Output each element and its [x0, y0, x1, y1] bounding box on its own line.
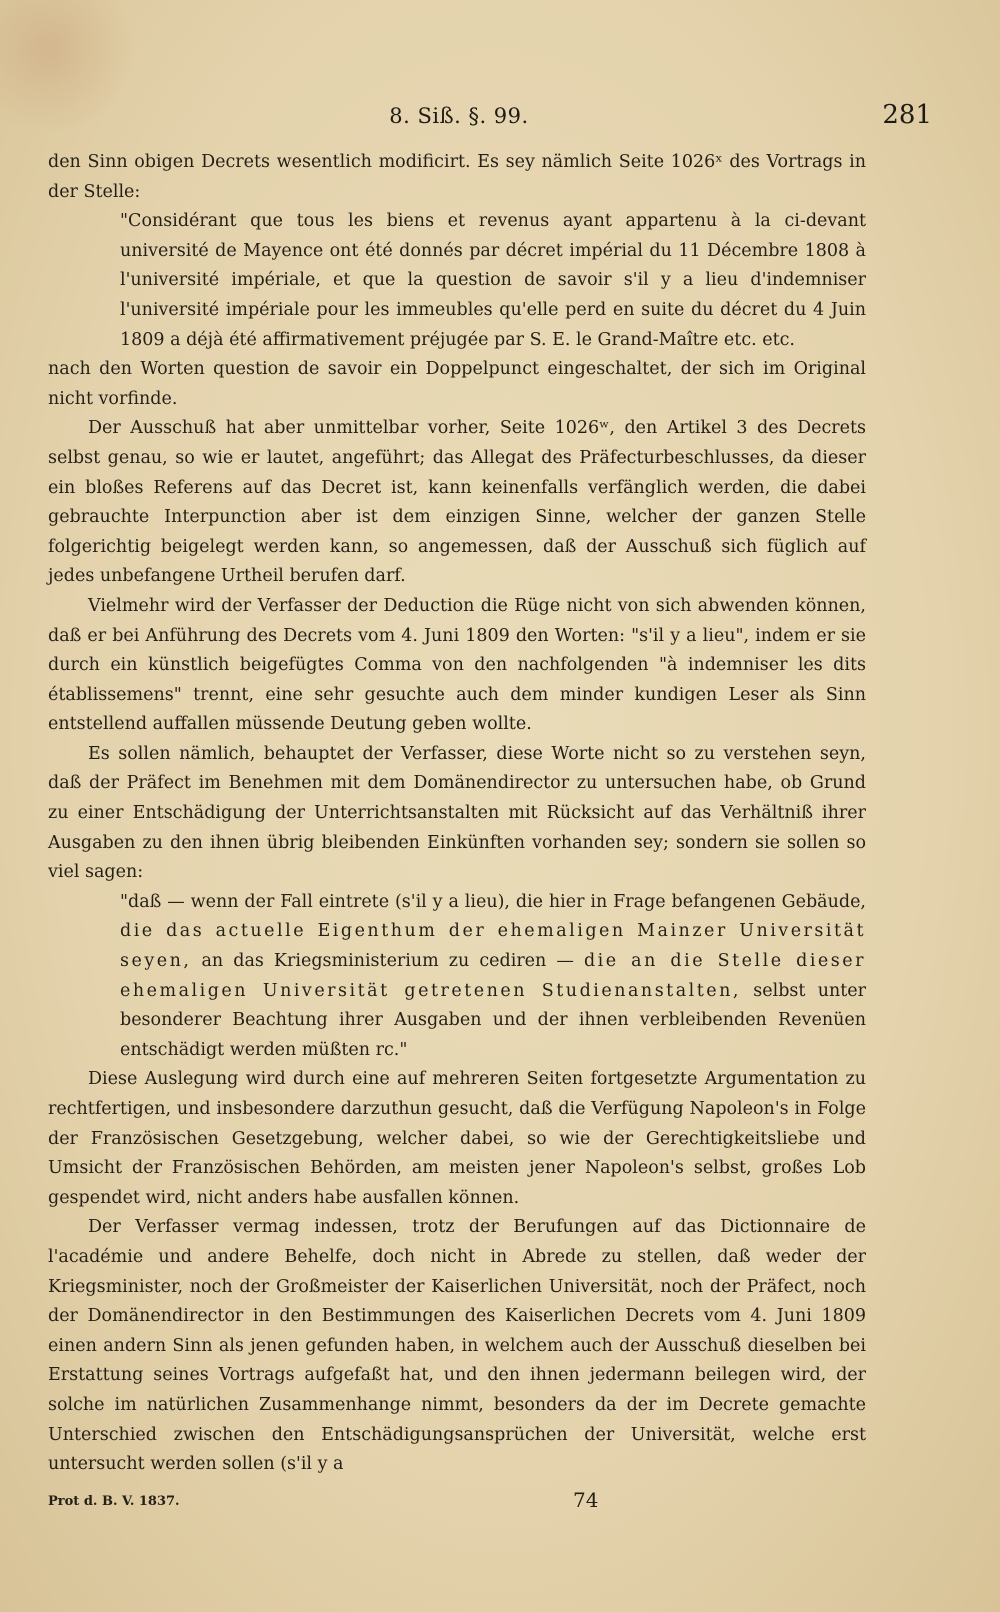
footer-citation: Prot d. B. V. 1837. — [48, 1494, 180, 1509]
quote-part-3: selbst unter besonderer Beachtung ihrer Ausgaben und der ihnen verbleibenden Revenüen entschädigt werden müßten rc." — [120, 980, 866, 1060]
paragraph-1: den Sinn obigen Decrets wesentlich modificirt. Es sey nämlich Seite 1026ˣ des Vortrags in der Stelle: — [48, 152, 866, 202]
running-head: 8. Siß. §. 99. — [389, 104, 529, 128]
paragraph-7: Der Verfasser vermag indessen, trotz der Berufungen auf das Dictionnaire de l'académie und andere Behelfe, doch nicht in Abrede zu stellen, daß weder der Kriegsminister, noch der Großmeister der Kaiserlichen Universität, noch der Präfect, noch der Domänendirector in den Bestimmungen des Kaiserlichen Decrets vom 4. Juni 1809 einen andern Sinn als jenen gefunden haben, in welchem auch der Ausschuß dieselben bei Erstattung seines Vortrags aufgefaßt hat, und den ihnen jedermann beilegen wird, der solche im natürlichen Zusammenhange nimmt, besonders da der im Decrete gemachte Unterschied zwischen den Entschädigungsansprüchen der Universität, welche erst untersucht werden sollen (s'il y a — [48, 1217, 866, 1475]
paragraph-3: Der Ausschuß hat aber unmittelbar vorher, Seite 1026ʷ, den Artikel 3 des Decrets selbst genau, so wie er lautet, angeführt; das Allegat des Präfecturbeschlusses, da dieser ein bloßes Referens auf das Decret ist, kann keinenfalls verfänglich werden, die dabei gebrauchte Interpunction aber ist dem einzigen Sinne, welcher der ganzen Stelle folgerichtig beigelegt werden kann, so angemessen, daß der Ausschuß sich füglich auf jedes unbefangene Urtheil berufen darf. — [48, 418, 866, 587]
french-quote: "Considérant que tous les biens et revenus ayant appartenu à la ci-devant université de Mayence ont été donnés par décret impérial du 11 Décembre 1808 à l'université impériale, et que la question de savoir s'il y a lieu d'indemniser l'université impériale pour les immeubles qu'elle perd en suite du décret du 4 Juin 1809 a déjà été affirmativement préjugée par S. E. le Grand-Maître etc. etc. — [120, 211, 866, 350]
paragraph-5: Es sollen nämlich, behauptet der Verfasser, diese Worte nicht so zu verstehen seyn, daß der Präfect im Benehmen mit dem Domänendirector zu untersuchen habe, ob Grund zu einer Entschädigung der Unterrichtsanstalten mit Rücksicht auf das Verhältniß ihrer Ausgaben zu den ihnen übrig bleibenden Einkünften vorhanden sey; sondern sie sollen so viel sagen: — [48, 743, 866, 883]
german-quote — [48, 888, 866, 1066]
page-footer — [48, 1488, 866, 1518]
signature-mark: 74 — [573, 1488, 599, 1512]
quote-spaced-1: die das actuelle Eigenthum der ehemaligen Mainzer Universität seyen, — [120, 921, 866, 972]
page-number: 281 — [882, 100, 932, 130]
quote-spaced-2: die an die Stelle dieser ehemaligen Universität getretenen Studienanstalten, — [120, 951, 866, 1001]
paragraph-6: Diese Auslegung wird durch eine auf mehreren Seiten fortgesetzte Argumentation zu rechtfertigen, und insbesondere darzuthun gesucht, daß die Verfügung Napoleon's in Folge der Französischen Gesetzgebung, welcher dabei, so wie der Gerechtigkeitsliebe und Umsicht der Französischen Behörden, am meisten jener Napoleon's selbst, großes Lob gespendet wird, nicht anders habe ausfallen können. — [48, 1069, 866, 1208]
body-text — [48, 148, 866, 1480]
paragraph-4: Vielmehr wird der Verfasser der Deduction die Rüge nicht von sich abwenden können, daß er bei Anführung des Decrets vom 4. Juni 1809 den Worten: "s'il y a lieu", indem er sie durch ein künstlich beigefügtes Comma von den nachfolgenden "à indemniser les dits établissemens" trennt, eine sehr gesuchte auch dem minder kundigen Leser als Sinn entstellend auffallen müssende Deutung geben wollte. — [48, 595, 866, 735]
paragraph-2: nach den Worten question de savoir ein Doppelpunct eingeschaltet, der sich im Original nicht vorfinde. — [48, 359, 866, 409]
quote-part-2: an das Kriegsministerium zu cediren — — [201, 951, 574, 972]
quote-part-1: "daß — wenn der Fall eintrete (s'il y a lieu), die hier in Frage befangenen Gebäude, — [120, 891, 866, 912]
page-header — [48, 100, 932, 140]
